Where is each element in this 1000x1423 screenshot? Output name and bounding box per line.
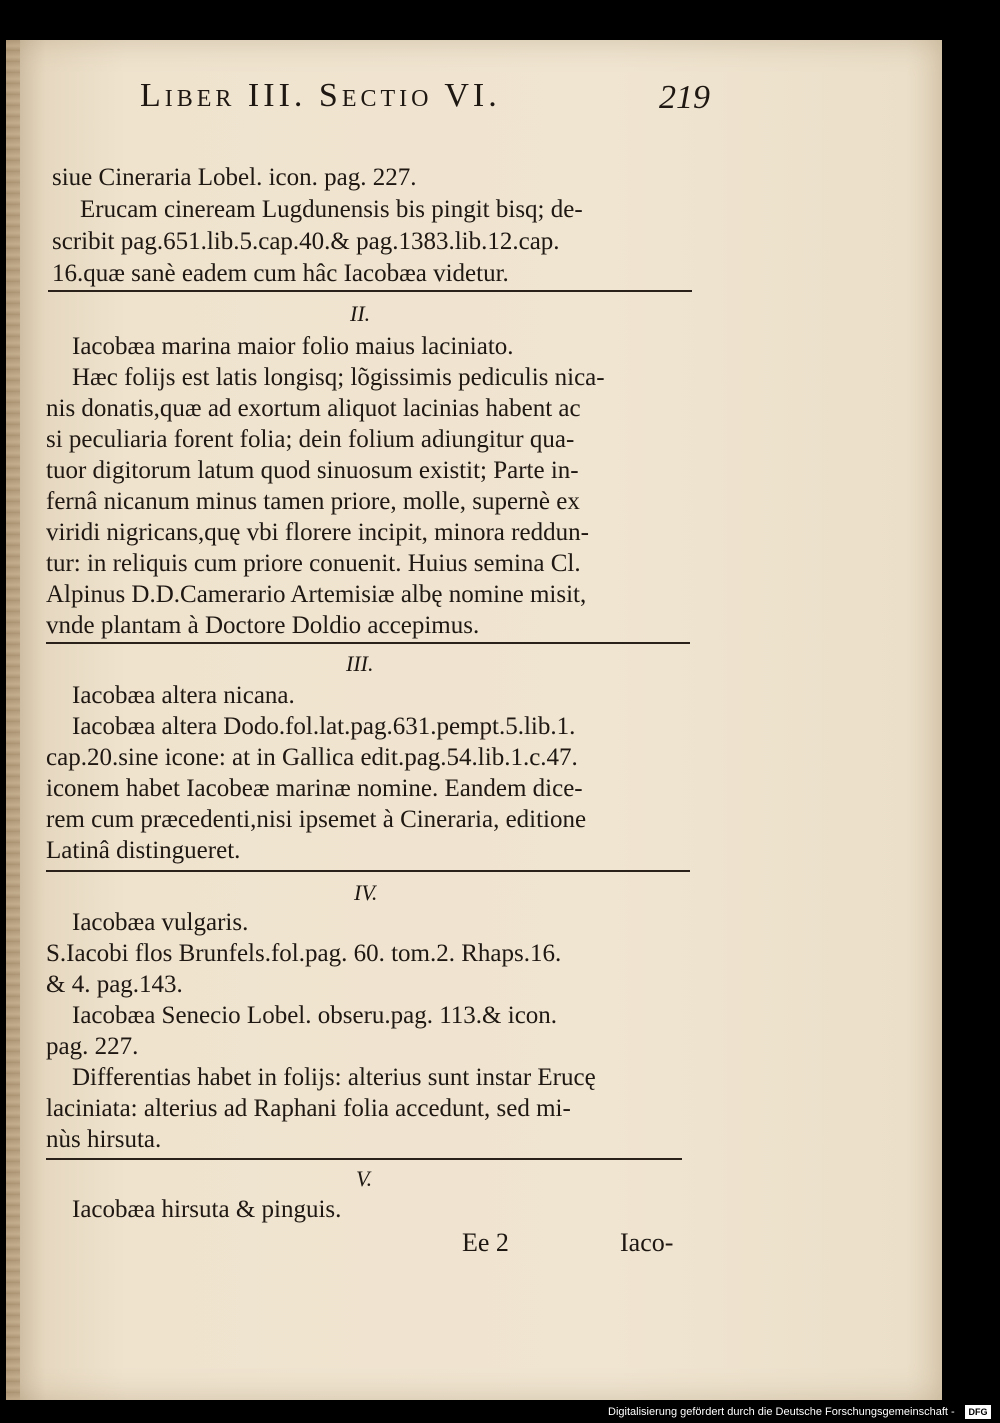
page-number: 219 xyxy=(659,79,710,116)
text-line: fernâ nicanum minus tamen priore, molle, supernè ex xyxy=(46,488,580,515)
catchword: Iaco- xyxy=(620,1228,674,1257)
dfg-logo: DFG xyxy=(965,1405,991,1419)
text-line: Iacobæa marina maior folio maius laciniato. xyxy=(72,333,514,360)
text-line: Erucam cineream Lugdunensis bis pingit bisq; de- xyxy=(80,196,583,223)
running-header xyxy=(140,77,710,127)
section-rule xyxy=(48,290,692,292)
section-numeral: II. xyxy=(350,301,371,326)
text-line: rem cum præcedenti,nisi ipsemet à Cineraria, editione xyxy=(46,806,587,833)
page-edge xyxy=(6,40,20,1400)
text-line: viridi nigricans,quę vbi florere incipit, minora reddun- xyxy=(46,519,589,546)
text-line: Iacobæa hirsuta & pinguis. xyxy=(72,1196,342,1223)
text-line: iconem habet Iacobeæ marinæ nomine. Eandem dice- xyxy=(46,775,583,802)
section-rule xyxy=(46,870,690,872)
text-line: Differentias habet in folijs: alterius sunt instar Erucę xyxy=(72,1064,596,1091)
header-title: Liber III. Sectio VI. xyxy=(140,77,501,114)
text-line: Iacobæa altera nicana. xyxy=(72,682,295,709)
text-line: 16.quæ sanè eadem cum hâc Iacobæa videtur. xyxy=(52,260,509,287)
text-line: & 4. pag.143. xyxy=(46,971,183,998)
section-numeral: V. xyxy=(356,1166,373,1191)
text-line: Iacobæa vulgaris. xyxy=(72,909,249,936)
text-line: laciniata: alterius ad Raphani folia accedunt, sed mi- xyxy=(46,1095,571,1122)
text-line: tur: in reliquis cum priore conuenit. Huius semina Cl. xyxy=(46,550,581,577)
text-line: vnde plantam à Doctore Doldio accepimus. xyxy=(46,612,480,639)
text-line: siue Cineraria Lobel. icon. pag. 227. xyxy=(52,164,417,191)
section-numeral: IV. xyxy=(354,880,378,905)
section-rule xyxy=(46,1158,682,1160)
text-line: Iacobæa altera Dodo.fol.lat.pag.631.pempt.5.lib.1. xyxy=(72,713,576,740)
section-numeral: III. xyxy=(346,651,374,676)
text-line: S.Iacobi flos Brunfels.fol.pag. 60. tom.2. Rhaps.16. xyxy=(46,940,562,967)
text-line: Hæc folijs est latis longisq; lõgissimis pediculis nica- xyxy=(72,364,605,391)
text-line: Alpinus D.D.Camerario Artemisiæ albę nomine misit, xyxy=(46,581,587,608)
signature-mark: Ee 2 xyxy=(462,1228,509,1257)
text-line: Iacobæa Senecio Lobel. obseru.pag. 113.& icon. xyxy=(72,1002,558,1029)
text-line: pag. 227. xyxy=(46,1033,139,1060)
text-line: nis donatis,quæ ad exortum aliquot lacinias habent ac xyxy=(46,395,581,422)
text-line: tuor digitorum latum quod sinuosum existit; Parte in- xyxy=(46,457,579,484)
text-line: scribit pag.651.lib.5.cap.40.& pag.1383.lib.12.cap. xyxy=(52,228,560,255)
credit-line: Digitalisierung gefördert durch die Deutsche Forschungsgemeinschaft - xyxy=(608,1406,955,1418)
section-rule xyxy=(46,642,690,644)
text-line: Latinâ distingueret. xyxy=(46,837,241,864)
text-line: nùs hirsuta. xyxy=(46,1126,162,1153)
text-line: cap.20.sine icone: at in Gallica edit.pag.54.lib.1.c.47. xyxy=(46,744,578,771)
text-line: si peculiaria forent folia; dein folium adiungitur qua- xyxy=(46,426,575,453)
